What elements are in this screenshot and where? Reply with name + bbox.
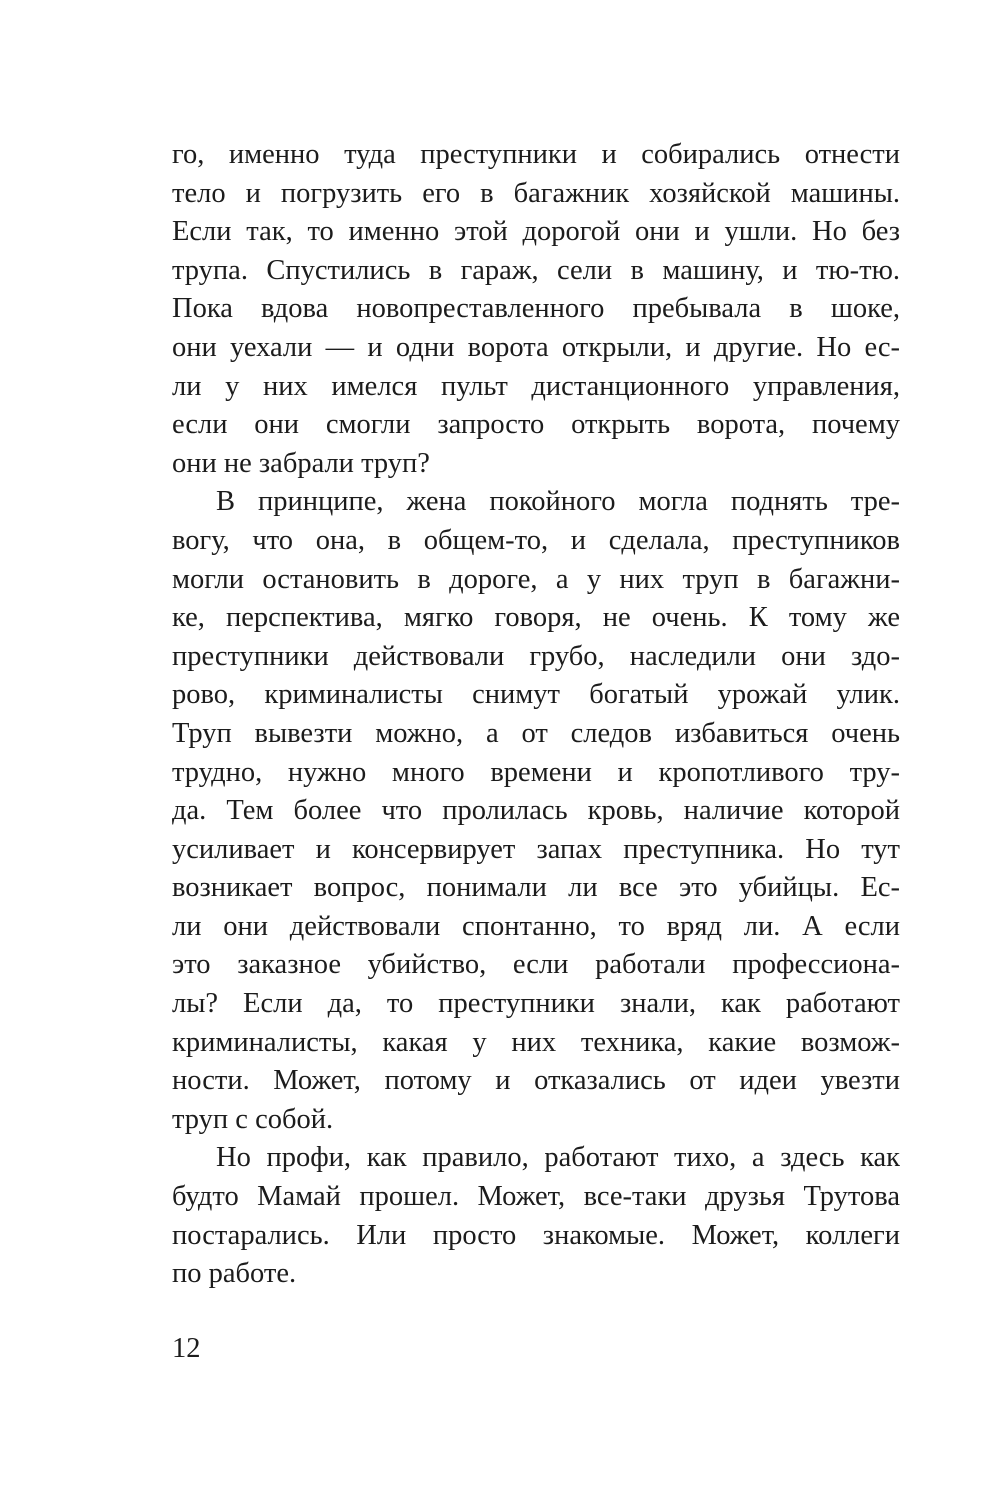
text-line: могли остановить в дороге, а у них труп в багажни- — [172, 563, 900, 595]
text-line: криминалисты, какая у них техника, какие возмож- — [172, 1026, 900, 1058]
text-line: если они смогли запросто открыть ворота, почему — [172, 409, 900, 441]
text-line: трупа. Спустились в гараж, сели в машину, и тю-тю. — [172, 254, 900, 286]
body-text — [172, 136, 900, 1294]
text-line: ли у них имелся пульт дистанционного управления, — [172, 370, 900, 402]
text-line: тело и погрузить его в багажник хозяйской машины. — [172, 177, 900, 209]
text-line: возникает вопрос, понимали ли все это убийцы. Ес- — [172, 872, 900, 904]
text-line: лы? Если да, то преступники знали, как работают — [172, 988, 900, 1020]
text-line: будто Мамай прошел. Может, все-таки друзья Трутова — [172, 1181, 900, 1213]
text-line: Пока вдова новопреставленного пребывала в шоке, — [172, 293, 900, 325]
text-line: трудно, нужно много времени и кропотливого тру- — [172, 756, 900, 788]
text-line: вогу, что она, в общем-то, и сделала, преступников — [172, 524, 900, 556]
text-line: по работе. — [172, 1258, 297, 1290]
text-line: Если так, то именно этой дорогой они и ушли. Но без — [172, 216, 900, 248]
text-line: усиливает и консервирует запах преступника. Но тут — [172, 833, 900, 865]
text-line: Труп вывезти можно, а от следов избавиться очень — [172, 717, 900, 749]
text-line: Но профи, как правило, работают тихо, а здесь как — [216, 1142, 900, 1174]
text-line: да. Тем более что пролилась кровь, наличие которой — [172, 795, 900, 827]
text-line: ке, перспектива, мягко говоря, не очень. К тому же — [172, 602, 900, 634]
text-line: ности. Может, потому и отказались от идеи увезти — [172, 1065, 900, 1097]
text-line: рово, криминалисты снимут богатый урожай улик. — [172, 679, 900, 711]
text-line: ли они действовали спонтанно, то вряд ли. А если — [172, 910, 900, 942]
text-line: преступники действовали грубо, наследили они здо- — [172, 640, 900, 672]
text-line: го, именно туда преступники и собирались отнести — [172, 139, 900, 170]
text-line: В принципе, жена покойного могла поднять тре- — [216, 486, 900, 518]
text-line: постарались. Или просто знакомые. Может, коллеги — [172, 1219, 900, 1251]
page-number: 12 — [172, 1333, 201, 1364]
text-line: они уехали — и одни ворота открыли, и другие. Но ес- — [172, 331, 900, 363]
text-line: труп с собой. — [172, 1103, 334, 1135]
text-line: они не забрали труп? — [172, 447, 430, 479]
text-line: это заказное убийство, если работали профессиона- — [172, 949, 900, 981]
